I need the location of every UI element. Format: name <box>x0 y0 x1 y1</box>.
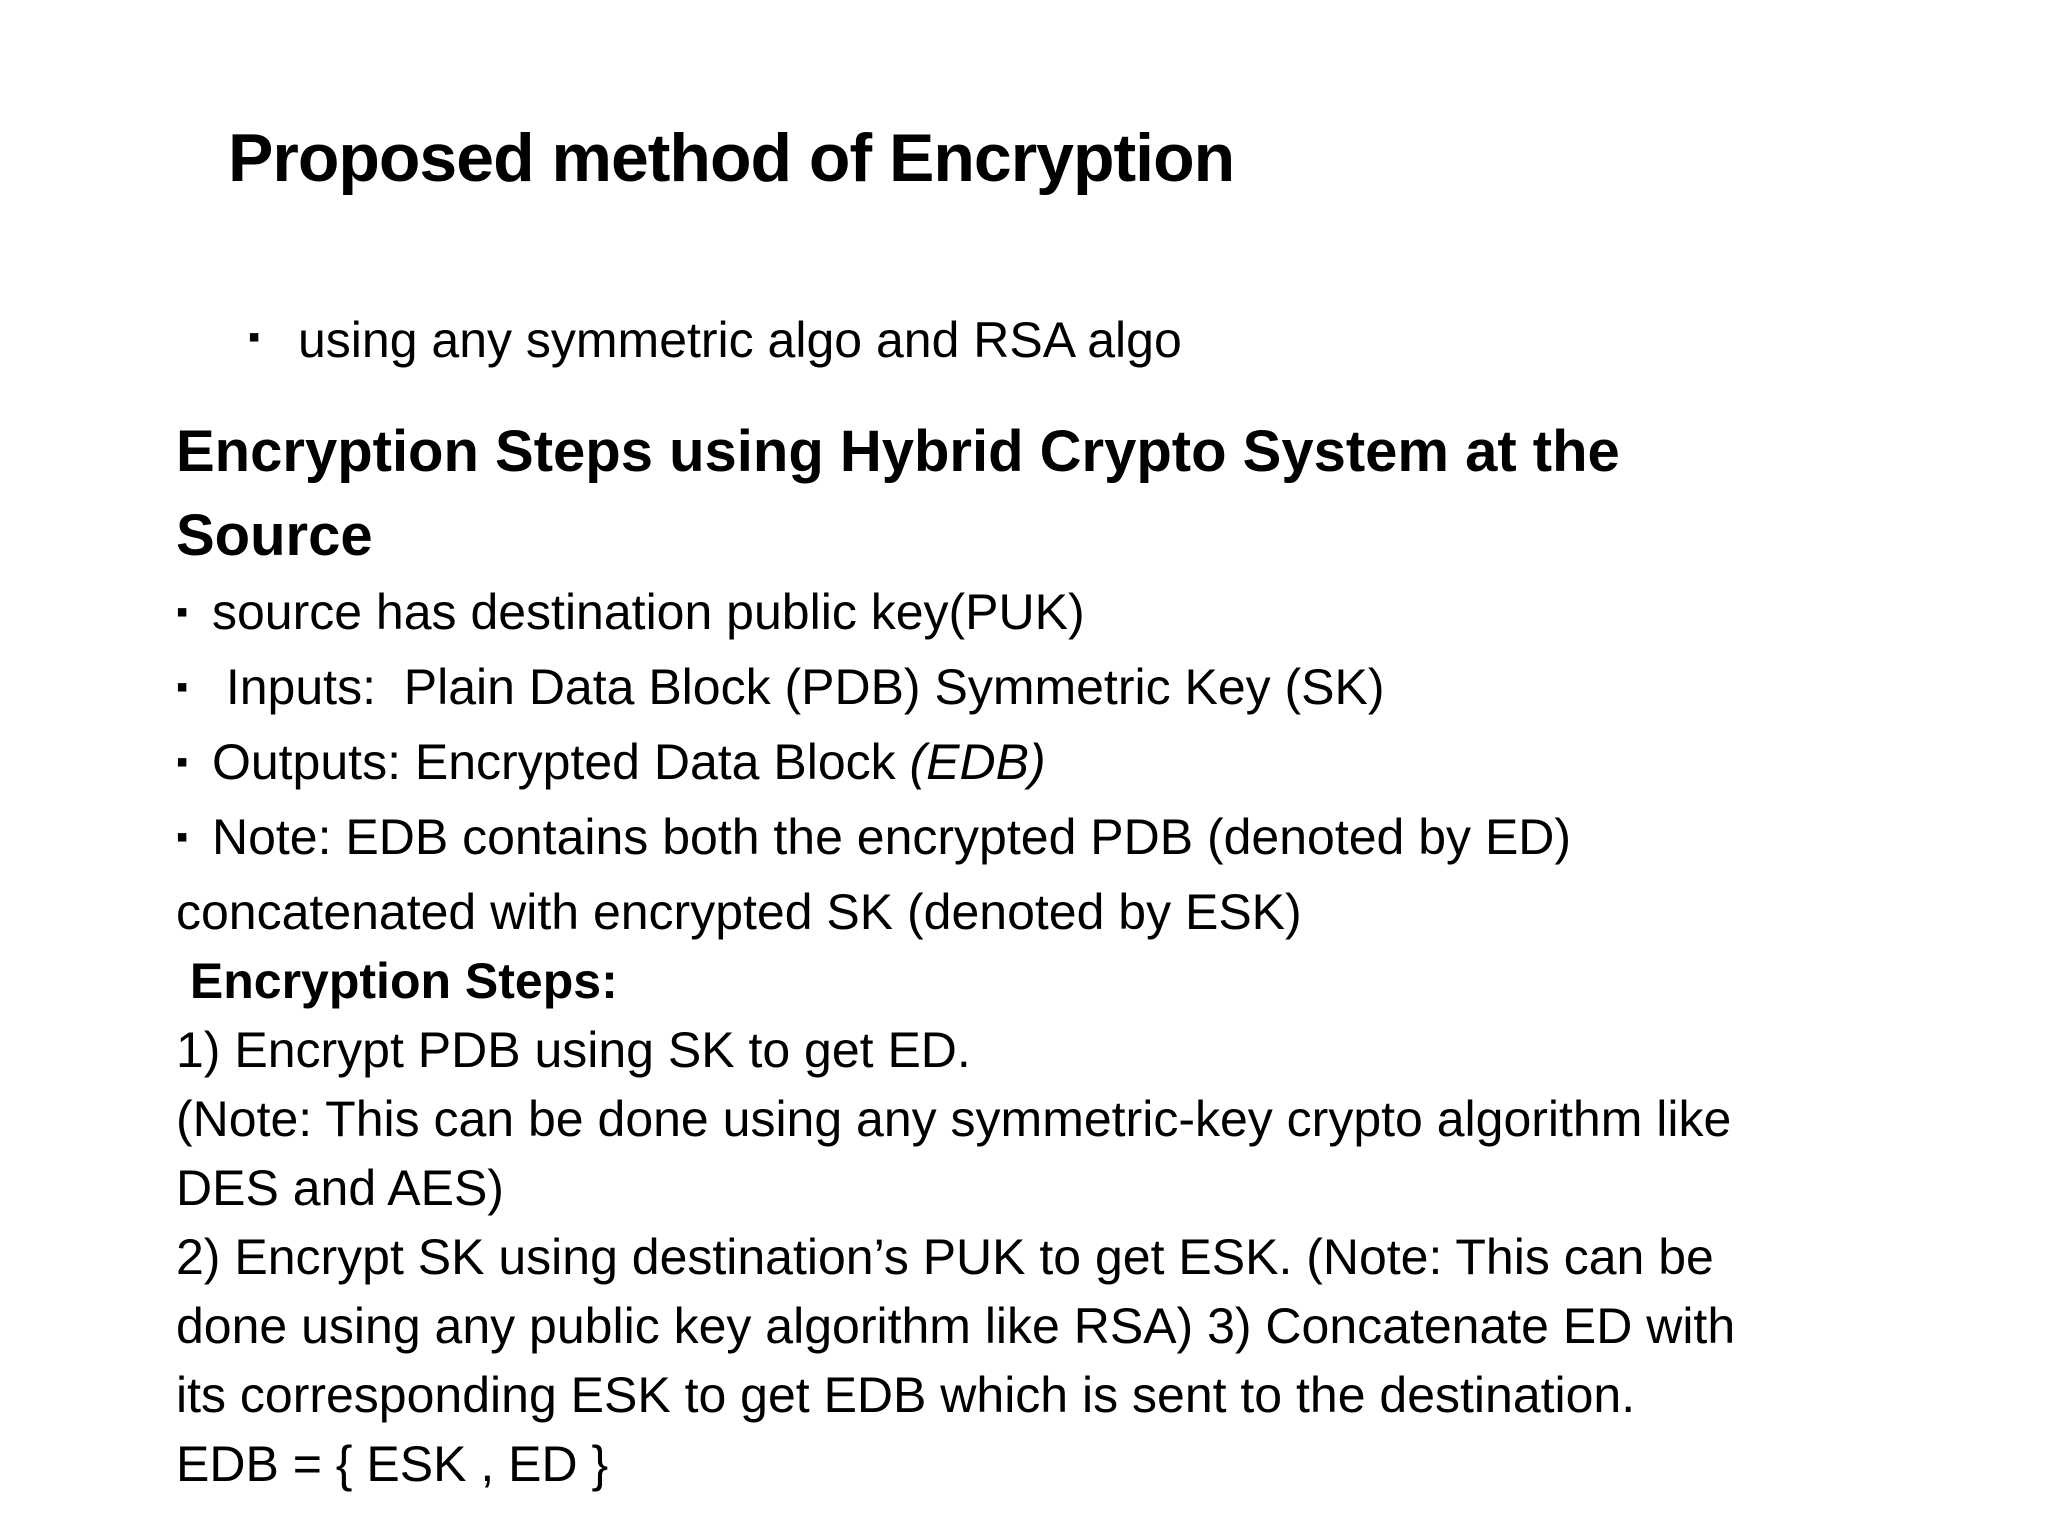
bullet-square-icon: ▪ <box>176 593 189 631</box>
step-2-3: 2) Encrypt SK using destination’s PUK to get ESK. (Note: This can be done using any public key algorithm like RSA) 3) Concatenate ED with its corresponding ESK to get EDB which is sent to the destination. <box>176 1229 1736 1423</box>
bullet-item-inputs <box>176 653 1796 728</box>
bullet-item-puk <box>176 578 1796 653</box>
step-1: 1) Encrypt PDB using SK to get ED. <box>176 1022 971 1078</box>
bullet-text: source has destination public key(PUK) <box>211 584 1085 640</box>
bullet-square-icon: ▪ <box>176 743 189 781</box>
bullet-square-icon: ▪ <box>176 818 189 856</box>
bullet-text-italic: (EDB) <box>909 734 1046 790</box>
bullet-text: Outputs: Encrypted Data Block <box>211 734 910 790</box>
bullet-square-icon: ▪ <box>248 318 261 357</box>
step-1-note: (Note: This can be done using any symmetric-key crypto algorithm like DES and AES) <box>176 1091 1732 1216</box>
section-heading: Encryption Steps using Hybrid Crypto System at the Source <box>176 419 1620 568</box>
bullet-item-note <box>176 803 1656 947</box>
slide-title: Proposed method of Encryption <box>228 120 1235 196</box>
bullet-text: Note: EDB contains both the encrypted PDB (denoted by ED) concatenated with encrypted SK (denoted by ESK) <box>176 809 1572 940</box>
steps-heading: Encryption Steps: <box>176 953 618 1009</box>
bullet-square-icon: ▪ <box>176 668 189 706</box>
bullet-text: Inputs: Plain Data Block (PDB) Symmetric Key (SK) <box>211 659 1385 715</box>
top-bullet <box>248 310 1182 370</box>
formula: EDB = { ESK , ED } <box>176 1436 609 1492</box>
content-body <box>176 410 1796 1499</box>
bullet-item-outputs <box>176 728 1796 803</box>
top-bullet-text: using any symmetric algo and RSA algo <box>297 312 1182 368</box>
